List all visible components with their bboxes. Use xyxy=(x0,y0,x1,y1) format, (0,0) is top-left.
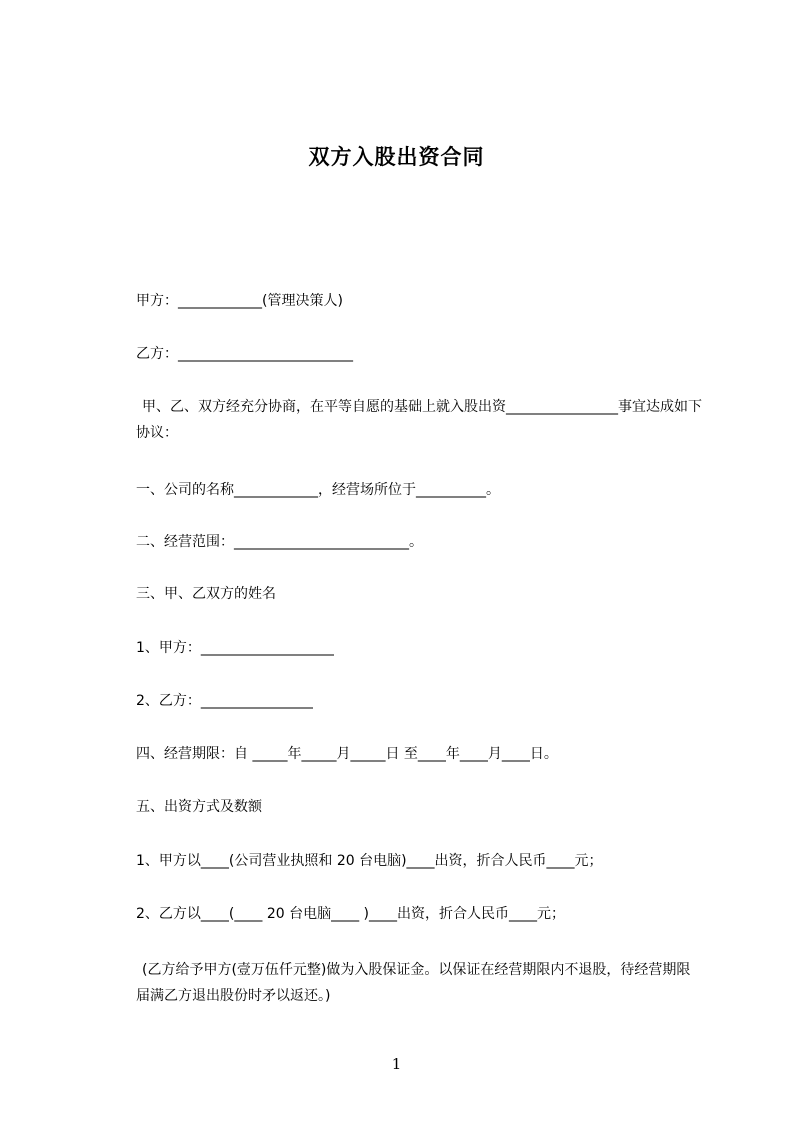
deposit-note: (乙方给予甲方(壹万伍仟元整)做为入股保证金。以保证在经营期限内不退股，待经营期限届满乙方退出股份时矛以返还。) xyxy=(136,962,691,1004)
clause-1: 一、公司的名称____________，经营场所位于__________。 xyxy=(136,482,500,498)
clause-5-party-a: 1、甲方以____(公司营业执照和 20 台电脑)____出资，折合人民币____元； xyxy=(136,853,603,869)
preamble-paragraph: 甲、乙、双方经充分协商，在平等自愿的基础上就入股出资________________事宜达成如下协议： xyxy=(136,399,702,441)
party-a-line: 甲方：____________(管理决策人) xyxy=(136,293,343,309)
party-b-line: 乙方：_________________________ xyxy=(136,346,353,362)
document-title: 双方入股出资合同 xyxy=(308,145,485,169)
clause-5-party-b: 2、乙方以____(____ 20 台电脑____ )____出资，折合人民币____元； xyxy=(136,906,565,922)
clause-3: 三、甲、乙双方的姓名 xyxy=(136,586,276,602)
clause-3-party-a: 1、甲方：___________________ xyxy=(136,640,334,656)
page-number: 1 xyxy=(391,1055,402,1073)
clause-4: 四、经营期限：自 _____年_____月_____日 至____年____月____日。 xyxy=(136,746,558,762)
clause-5: 五、出资方式及数额 xyxy=(136,799,262,815)
clause-2: 二、经营范围：_________________________。 xyxy=(136,534,423,550)
clause-3-party-b: 2、乙方：________________ xyxy=(136,693,313,709)
